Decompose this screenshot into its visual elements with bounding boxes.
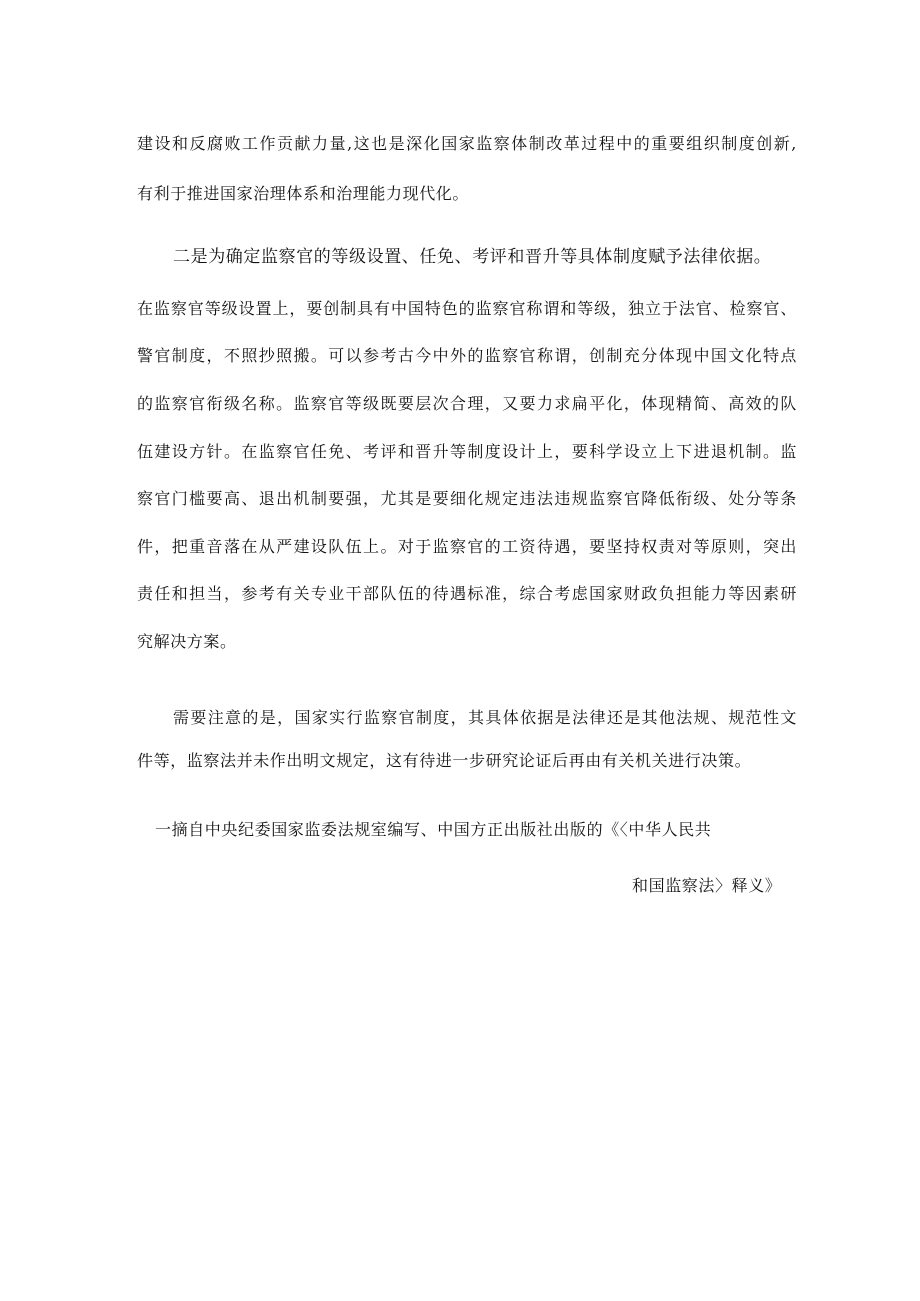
- paragraph-line: 在监察官等级设置上，要创制具有中国特色的监察官称谓和等级，独立于法官、检察官、: [137, 299, 797, 318]
- paragraph-line: 有利于推进国家治理体系和治理能力现代化。: [137, 184, 470, 203]
- paragraph-line: 伍建设方针。在监察官任免、考评和晋升等制度设计上，要科学设立上下进退机制。监: [137, 442, 797, 461]
- source-citation-line-1: 一摘自中央纪委国家监委法规室编写、中国方正出版社出版的《〈中华人民共: [155, 820, 712, 839]
- paragraph-line: 究解决方案。: [137, 632, 237, 651]
- paragraph-line: 察官门槛要高、退出机制要强，尤其是要细化规定违法违规监察官降低衔级、处分等条: [137, 489, 797, 508]
- paragraph-line: 的监察官衔级名称。监察官等级既要层次合理，又要力求扁平化，体现精简、高效的队: [137, 394, 797, 413]
- paragraph-line: 件等，监察法并未作出明文规定，这有待进一步研究论证后再由有关机关进行决策。: [137, 751, 752, 770]
- source-citation-line-2: 和国监察法〉释义》: [632, 876, 782, 895]
- paragraph-line: 警官制度，不照抄照搬。可以参考古今中外的监察官称谓，创制充分体现中国文化特点: [137, 346, 797, 365]
- paragraph-line: 需要注意的是，国家实行监察官制度，其具体依据是法律还是其他法规、规范性文: [173, 708, 797, 727]
- paragraph-line: 责任和担当，参考有关专业干部队伍的待遇标准，综合考虑国家财政负担能力等因素研: [137, 584, 797, 603]
- paragraph-line: 件，把重音落在从严建设队伍上。对于监察官的工资待遇，要坚持权责对等原则，突出: [137, 537, 797, 556]
- paragraph-line: 建设和反腐败工作贡献力量,这也是深化国家监察体制改革过程中的重要组织制度创新,: [137, 134, 797, 153]
- paragraph-line: 二是为确定监察官的等级设置、任免、考评和晋升等具体制度赋予法律依据。: [173, 247, 772, 267]
